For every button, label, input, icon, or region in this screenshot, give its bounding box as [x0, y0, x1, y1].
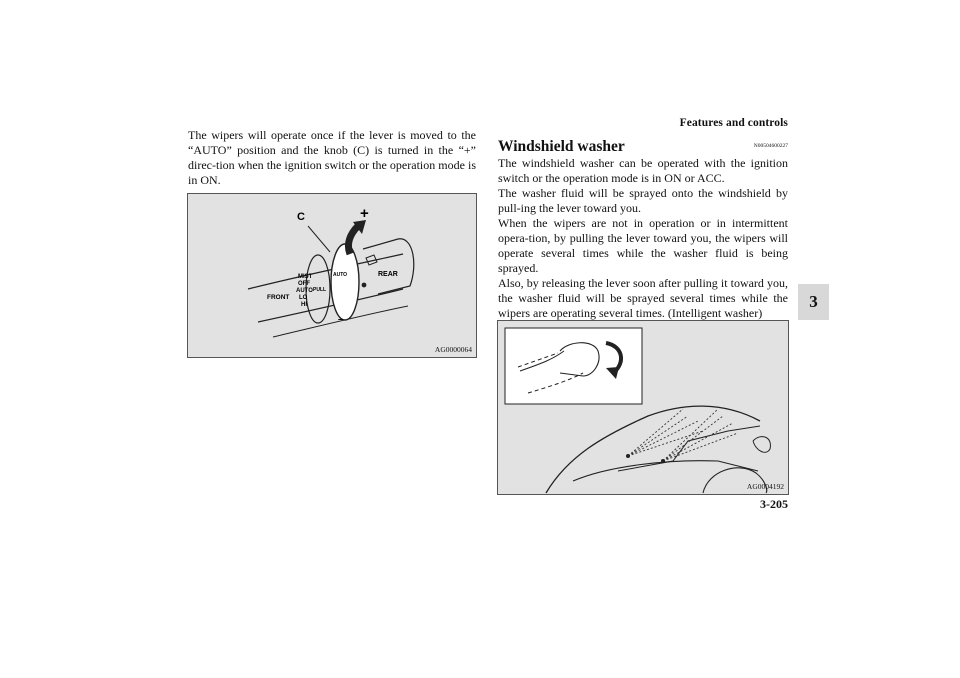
wiper-lever-figure [187, 193, 477, 358]
right-column [498, 137, 788, 351]
figure-id: AG0000064 [434, 345, 472, 354]
label-auto-ring: AUTO [333, 272, 348, 278]
label-mist: MIST [298, 274, 313, 280]
label-plus: + [360, 205, 369, 222]
label-pull: PULL [313, 287, 327, 293]
label-off: OFF [298, 281, 310, 287]
figure-id: AG0004192 [746, 482, 784, 491]
label-lo: LO [299, 295, 308, 301]
paragraph: The windshield washer can be operated with the ignition switch or the operation mode is in ON or ACC. [498, 156, 788, 185]
paragraph: Also, by releasing the lever soon after pulling it toward you, the washer fluid will be sprayed several times while the wipers are operating several times. (Intelligent washer) [498, 276, 788, 320]
left-paragraph: The wipers will operate once if the lever is moved to the “AUTO” position and the knob (C) is turned in the “+” direc-tion when the ignition switch or the operation mode is in ON. [188, 128, 476, 187]
label-rear: REAR [378, 271, 398, 278]
section-title: Windshield washer [498, 138, 625, 155]
windshield-washer-illustration [498, 321, 788, 494]
left-column [188, 128, 476, 188]
windshield-washer-figure [497, 320, 789, 495]
page-number: 3-205 [760, 497, 788, 511]
paragraph: The washer fluid will be sprayed onto the windshield by pull-ing the lever toward you. [498, 186, 788, 215]
label-front: FRONT [267, 294, 290, 301]
label-auto: AUTO [296, 288, 313, 294]
chapter-tab: 3 [798, 284, 829, 320]
page-header: Features and controls [679, 117, 788, 129]
wiper-lever-illustration [188, 194, 476, 357]
label-c: C [297, 211, 305, 223]
ref-code: N00504600227 [753, 143, 788, 149]
label-hi: HI [301, 302, 307, 308]
paragraph: When the wipers are not in operation or in intermittent opera-tion, by pulling the lever toward you, the wipers will operate several times while the washer fluid is being sprayed. [498, 216, 788, 275]
section-heading [498, 137, 788, 156]
label-minus: – [338, 314, 344, 324]
